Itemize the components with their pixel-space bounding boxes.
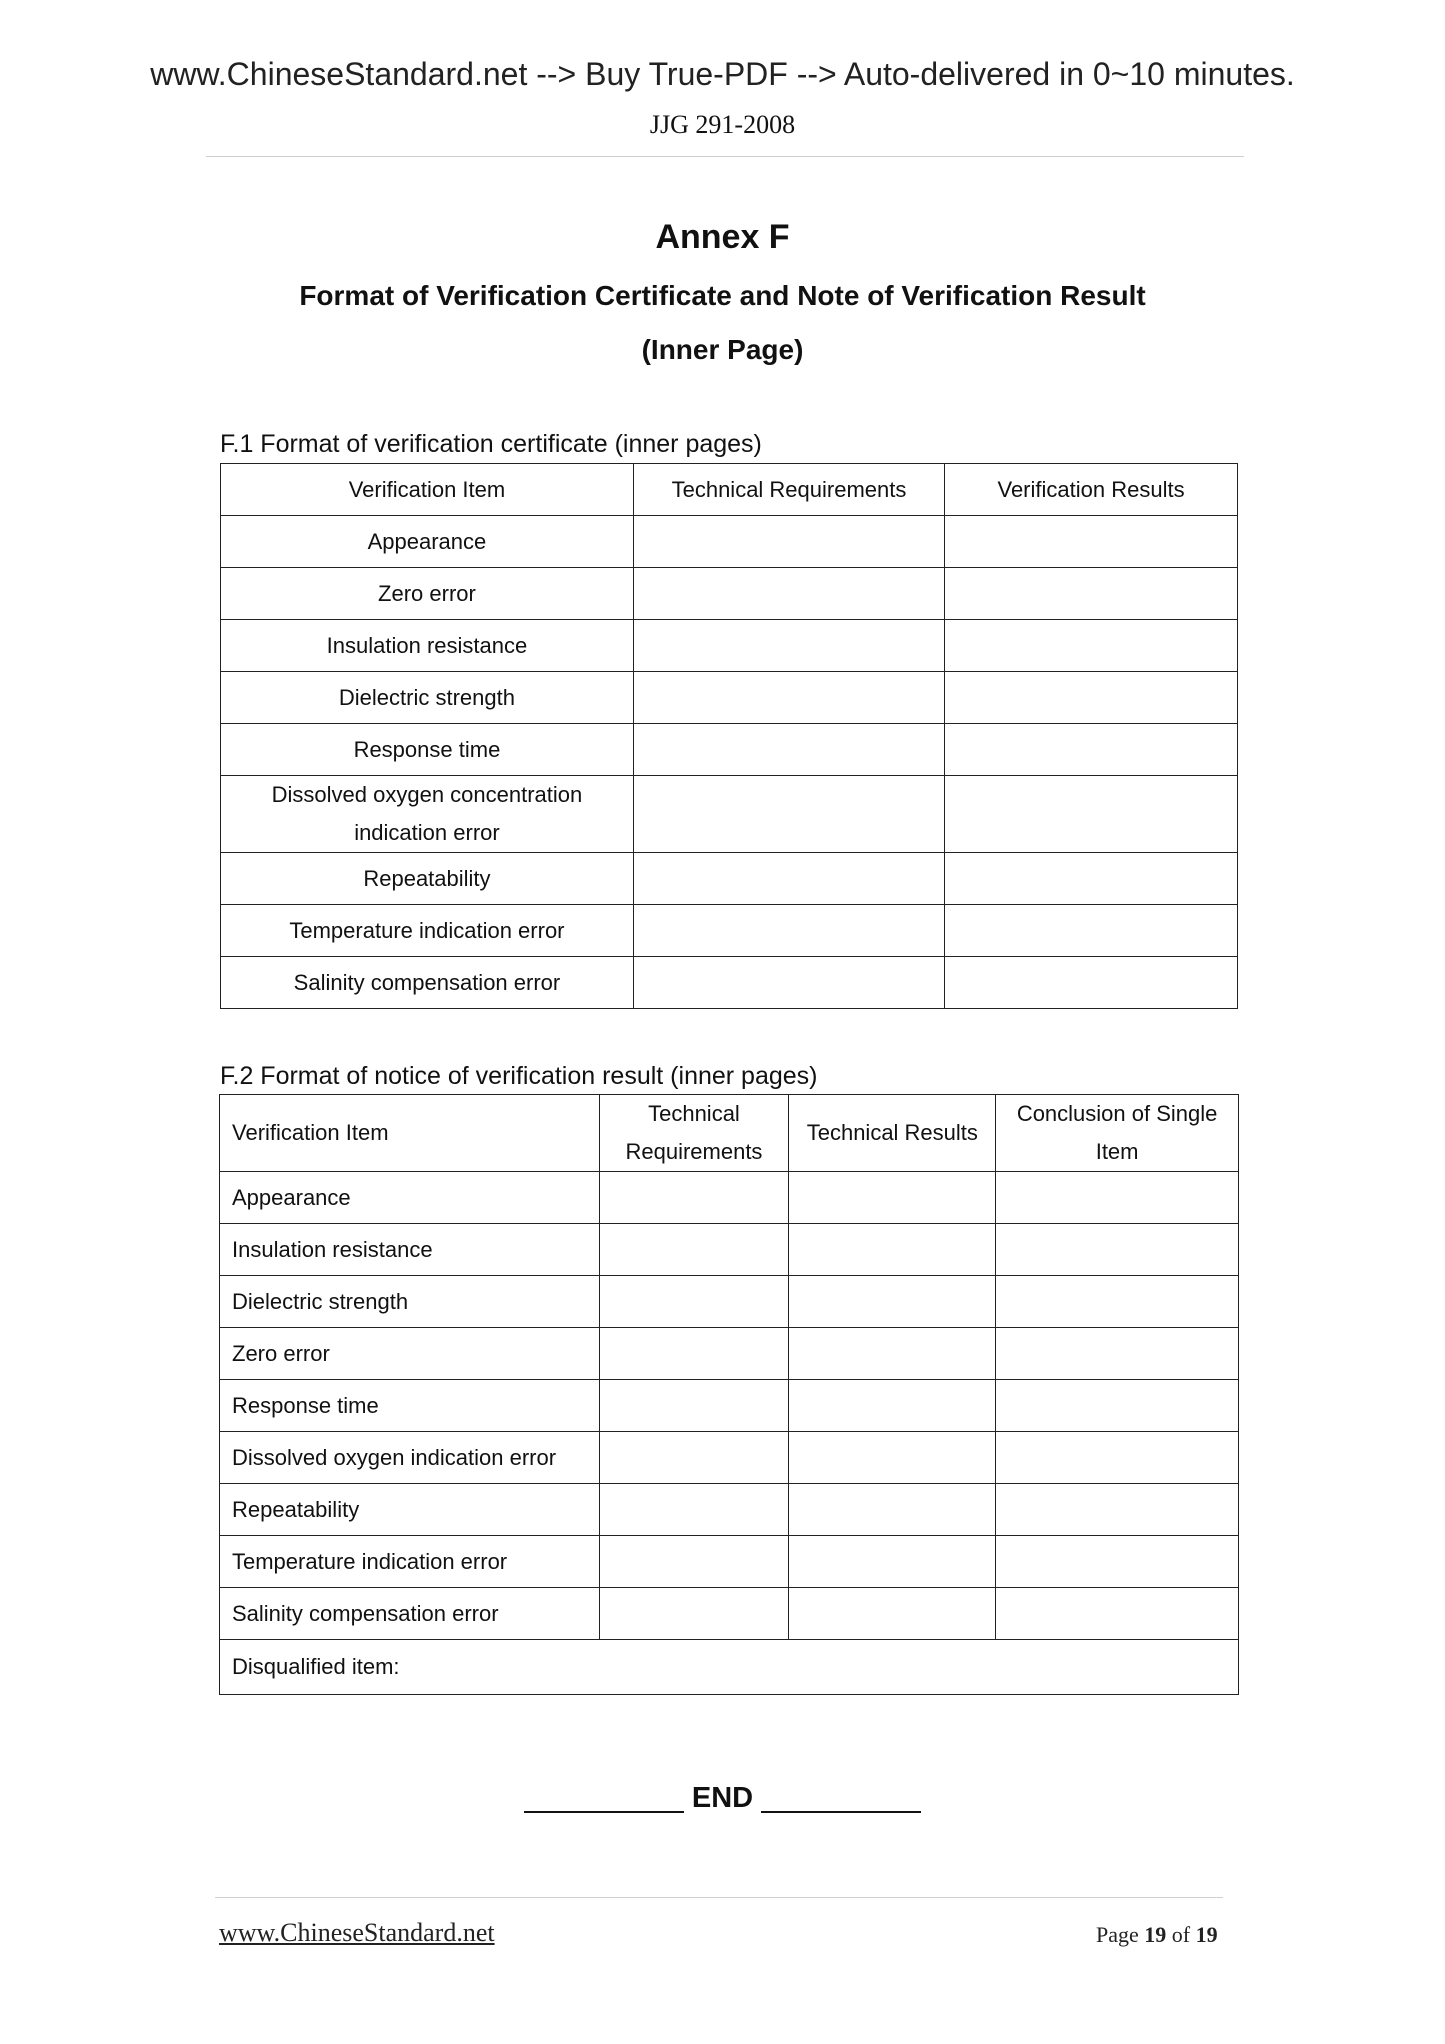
- requirement-cell: [633, 957, 944, 1009]
- item-cell: Dissolved oxygen concentration indication error: [221, 776, 634, 853]
- requirement-cell: [633, 905, 944, 957]
- result-cell: [945, 672, 1238, 724]
- table-header-row: [220, 1095, 1239, 1172]
- requirement-cell: [633, 516, 944, 568]
- item-cell: Dissolved oxygen indication error: [220, 1432, 600, 1484]
- item-cell: Appearance: [221, 516, 634, 568]
- result-cell: [945, 516, 1238, 568]
- item-cell: Dielectric strength: [220, 1276, 600, 1328]
- empty-cell: [599, 1536, 789, 1588]
- page-prefix: Page: [1096, 1922, 1139, 1947]
- requirement-cell: [633, 568, 944, 620]
- requirement-cell: [633, 620, 944, 672]
- result-cell: [945, 620, 1238, 672]
- table-row: [221, 568, 1238, 620]
- item-cell: Zero error: [220, 1328, 600, 1380]
- column-header: Technical Requirements: [599, 1095, 789, 1172]
- footer-link[interactable]: www.ChineseStandard.net: [219, 1918, 495, 1947]
- disqualified-row: [220, 1640, 1239, 1695]
- result-cell: [945, 905, 1238, 957]
- item-cell: Response time: [220, 1380, 600, 1432]
- empty-cell: [996, 1484, 1239, 1536]
- item-cell: Salinity compensation error: [220, 1588, 600, 1640]
- item-cell: Salinity compensation error: [221, 957, 634, 1009]
- column-header: Technical Requirements: [633, 464, 944, 516]
- section-f1-heading: F.1 Format of verification certificate (inner pages): [220, 430, 762, 458]
- table-row: [220, 1224, 1239, 1276]
- empty-cell: [789, 1276, 996, 1328]
- table-row: [220, 1172, 1239, 1224]
- result-cell: [945, 853, 1238, 905]
- empty-cell: [599, 1172, 789, 1224]
- requirement-cell: [633, 776, 944, 853]
- empty-cell: [789, 1536, 996, 1588]
- empty-cell: [789, 1380, 996, 1432]
- table-row: [221, 724, 1238, 776]
- empty-cell: [996, 1536, 1239, 1588]
- end-marker: [0, 1782, 1445, 1815]
- column-header: Verification Results: [945, 464, 1238, 516]
- footer-divider: [215, 1897, 1223, 1898]
- item-cell: Insulation resistance: [220, 1224, 600, 1276]
- table-row: [221, 957, 1238, 1009]
- column-header: Technical Results: [789, 1095, 996, 1172]
- column-header: Verification Item: [220, 1095, 600, 1172]
- table-row: [220, 1276, 1239, 1328]
- item-cell: Repeatability: [221, 853, 634, 905]
- requirement-cell: [633, 724, 944, 776]
- result-cell: [945, 957, 1238, 1009]
- top-banner[interactable]: www.ChineseStandard.net --> Buy True-PDF --> Auto-delivered in 0~10 minutes.: [150, 56, 1295, 92]
- table-row: [221, 672, 1238, 724]
- result-cell: [945, 724, 1238, 776]
- empty-cell: [789, 1432, 996, 1484]
- empty-cell: [599, 1380, 789, 1432]
- empty-cell: [599, 1328, 789, 1380]
- table-row: [220, 1536, 1239, 1588]
- page-of: of: [1171, 1922, 1191, 1947]
- table-row: [221, 776, 1238, 853]
- end-rule-right: [761, 1811, 921, 1813]
- empty-cell: [996, 1224, 1239, 1276]
- verification-certificate-table: [220, 463, 1238, 1009]
- empty-cell: [996, 1432, 1239, 1484]
- page-total: 19: [1195, 1922, 1218, 1947]
- item-cell: Appearance: [220, 1172, 600, 1224]
- section-f2-heading: F.2 Format of notice of verification result (inner pages): [220, 1062, 818, 1090]
- annex-title: Annex F: [655, 218, 790, 256]
- item-cell: Zero error: [221, 568, 634, 620]
- page-current: 19: [1144, 1922, 1167, 1947]
- item-cell: Repeatability: [220, 1484, 600, 1536]
- verification-result-notice-table: [219, 1094, 1239, 1695]
- empty-cell: [599, 1588, 789, 1640]
- document-title: Format of Verification Certificate and Note of Verification Result: [299, 280, 1146, 311]
- table-header-row: [221, 464, 1238, 516]
- empty-cell: [996, 1328, 1239, 1380]
- item-cell: Temperature indication error: [221, 905, 634, 957]
- empty-cell: [599, 1276, 789, 1328]
- table-row: [220, 1484, 1239, 1536]
- table-row: [221, 905, 1238, 957]
- requirement-cell: [633, 853, 944, 905]
- empty-cell: [996, 1172, 1239, 1224]
- empty-cell: [789, 1224, 996, 1276]
- empty-cell: [996, 1588, 1239, 1640]
- empty-cell: [789, 1484, 996, 1536]
- column-header: Verification Item: [221, 464, 634, 516]
- empty-cell: [789, 1588, 996, 1640]
- document-subtitle: (Inner Page): [641, 334, 804, 365]
- standard-code: JJG 291-2008: [649, 110, 796, 139]
- table-row: [221, 853, 1238, 905]
- empty-cell: [599, 1484, 789, 1536]
- table-row: [221, 516, 1238, 568]
- empty-cell: [789, 1328, 996, 1380]
- item-cell: Insulation resistance: [221, 620, 634, 672]
- table-row: [220, 1588, 1239, 1640]
- table-row: [220, 1328, 1239, 1380]
- item-cell: Temperature indication error: [220, 1536, 600, 1588]
- item-cell: Response time: [221, 724, 634, 776]
- requirement-cell: [633, 672, 944, 724]
- empty-cell: [996, 1276, 1239, 1328]
- empty-cell: [996, 1380, 1239, 1432]
- table-row: [221, 620, 1238, 672]
- result-cell: [945, 776, 1238, 853]
- table-row: [220, 1432, 1239, 1484]
- table-row: [220, 1380, 1239, 1432]
- end-text: END: [691, 1782, 754, 1814]
- column-header: Conclusion of Single Item: [996, 1095, 1239, 1172]
- disqualified-item-cell: Disqualified item:: [220, 1640, 1239, 1695]
- empty-cell: [599, 1224, 789, 1276]
- result-cell: [945, 568, 1238, 620]
- empty-cell: [789, 1172, 996, 1224]
- empty-cell: [599, 1432, 789, 1484]
- item-cell: Dielectric strength: [221, 672, 634, 724]
- page-number: [1096, 1922, 1218, 1948]
- end-rule-left: [524, 1811, 684, 1813]
- header-divider: [206, 156, 1244, 157]
